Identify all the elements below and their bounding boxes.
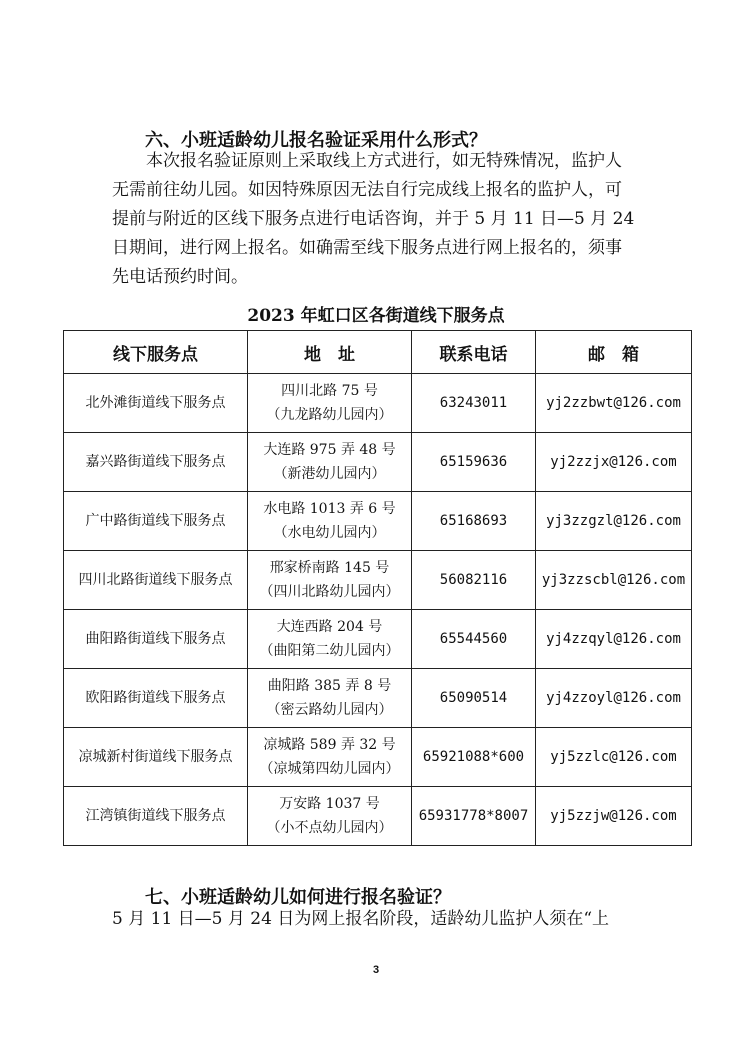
service-points-table (63, 330, 692, 846)
address-line: 凉城路 589 弄 32 号 (263, 737, 396, 753)
service-point-name: 广中路街道线下服务点 (64, 492, 248, 551)
address-cell (248, 492, 412, 551)
header-phone: 联系电话 (412, 331, 536, 374)
section-6-paragraph (112, 147, 652, 292)
email-cell: yj3zzgzl@126.com (536, 492, 692, 551)
section-7-paragraph (112, 905, 652, 934)
paragraph-line: 日期间，进行网上报名。如确需至线下服务点进行网上报名的，须事 (112, 238, 622, 258)
address-note: （四川北路幼儿园内） (259, 584, 400, 600)
section-6-heading: 六、小班适龄幼儿报名验证采用什么形式？ (145, 130, 487, 151)
table-row (64, 728, 692, 787)
address-cell (248, 374, 412, 433)
email-cell: yj5zzjw@126.com (536, 787, 692, 846)
phone-cell: 56082116 (412, 551, 536, 610)
phone-cell: 65159636 (412, 433, 536, 492)
phone-cell: 65921088*600 (412, 728, 536, 787)
email-cell: yj3zzscbl@126.com (536, 551, 692, 610)
address-line: 万安路 1037 号 (279, 796, 380, 812)
phone-cell: 65090514 (412, 669, 536, 728)
service-point-name: 江湾镇街道线下服务点 (64, 787, 248, 846)
table-row (64, 669, 692, 728)
header-service-point: 线下服务点 (64, 331, 248, 374)
address-note: （凉城第四幼儿园内） (259, 761, 400, 777)
table-row (64, 492, 692, 551)
address-note: （九龙路幼儿园内） (266, 407, 393, 423)
paragraph-line: 本次报名验证原则上采取线上方式进行，如无特殊情况，监护人 (146, 151, 622, 171)
service-point-name: 欧阳路街道线下服务点 (64, 669, 248, 728)
address-line: 大连路 975 弄 48 号 (263, 442, 396, 458)
phone-cell: 65931778*8007 (412, 787, 536, 846)
header-address: 地 址 (248, 331, 412, 374)
email-cell: yj4zzqyl@126.com (536, 610, 692, 669)
paragraph-line: 提前与附近的区线下服务点进行电话咨询，并于 5 月 11 日—5 月 24 (112, 209, 635, 229)
address-line: 大连西路 204 号 (276, 619, 383, 635)
paragraph-line: 5 月 11 日—5 月 24 日为网上报名阶段，适龄幼儿监护人须在“上 (112, 909, 610, 929)
service-point-name: 凉城新村街道线下服务点 (64, 728, 248, 787)
address-cell (248, 551, 412, 610)
phone-cell: 65544560 (412, 610, 536, 669)
section-7-heading: 七、小班适龄幼儿如何进行报名验证？ (145, 887, 451, 908)
service-point-name: 四川北路街道线下服务点 (64, 551, 248, 610)
service-point-name: 北外滩街道线下服务点 (64, 374, 248, 433)
address-line: 水电路 1013 弄 6 号 (263, 501, 396, 517)
email-cell: yj4zzoyl@126.com (536, 669, 692, 728)
address-line: 曲阳路 385 弄 8 号 (267, 678, 392, 694)
address-cell (248, 787, 412, 846)
address-line: 邢家桥南路 145 号 (269, 560, 390, 576)
address-note: （曲阳第二幼儿园内） (259, 643, 400, 659)
email-cell: yj2zzbwt@126.com (536, 374, 692, 433)
service-point-name: 曲阳路街道线下服务点 (64, 610, 248, 669)
address-line: 四川北路 75 号 (281, 383, 378, 399)
email-cell: yj5zzlc@126.com (536, 728, 692, 787)
address-note: （密云路幼儿园内） (266, 702, 393, 718)
address-note: （水电幼儿园内） (273, 525, 386, 541)
phone-cell: 63243011 (412, 374, 536, 433)
table-title: 2023 年虹口区各街道线下服务点 (247, 306, 505, 326)
table-row (64, 551, 692, 610)
address-cell (248, 728, 412, 787)
address-note: （新港幼儿园内） (273, 466, 386, 482)
table-row (64, 433, 692, 492)
address-note: （小不点幼儿园内） (266, 820, 393, 836)
table-row (64, 787, 692, 846)
phone-cell: 65168693 (412, 492, 536, 551)
address-cell (248, 433, 412, 492)
header-email: 邮 箱 (536, 331, 692, 374)
page-number: 3 (372, 964, 380, 976)
email-cell: yj2zzjx@126.com (536, 433, 692, 492)
table-header-row (64, 331, 692, 374)
service-point-name: 嘉兴路街道线下服务点 (64, 433, 248, 492)
table-row (64, 610, 692, 669)
paragraph-line: 无需前往幼儿园。如因特殊原因无法自行完成线上报名的监护人，可 (112, 180, 622, 200)
table-row (64, 374, 692, 433)
paragraph-line: 先电话预约时间。 (112, 267, 248, 287)
address-cell (248, 610, 412, 669)
address-cell (248, 669, 412, 728)
